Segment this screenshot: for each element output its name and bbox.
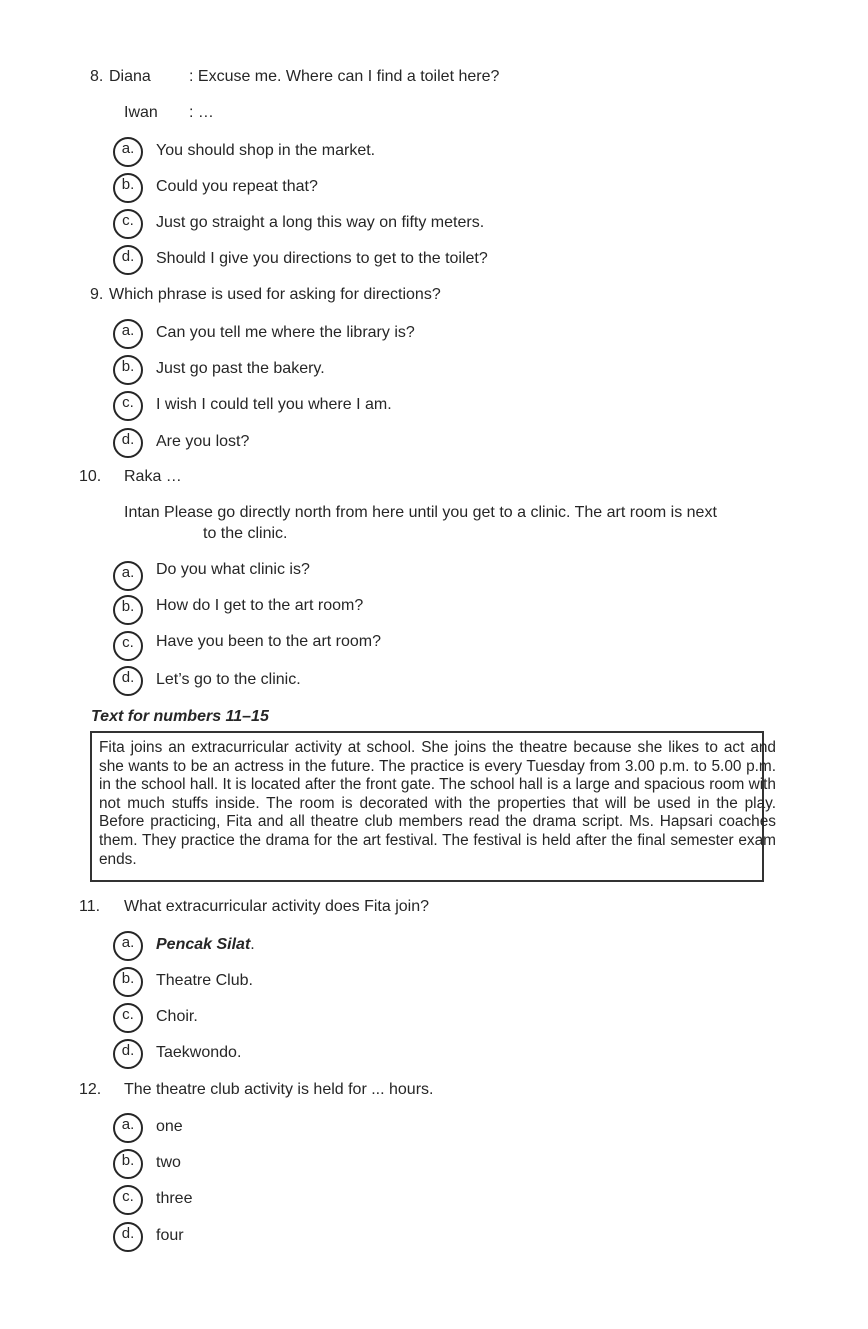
option-text: Let’s go to the clinic. [156,671,301,688]
answer-bubble[interactable]: b. [113,355,143,385]
answer-bubble[interactable]: a. [113,319,143,349]
answer-bubble[interactable]: d. [113,245,143,275]
answer-bubble[interactable]: d. [113,666,143,696]
option-text: Should I give you directions to get to the toilet? [156,250,488,267]
option-text: Can you tell me where the library is? [156,324,415,341]
answer-bubble[interactable]: d. [113,1222,143,1252]
option-text: one [156,1118,183,1135]
speaker-iwan: Iwan [124,104,158,121]
answer-bubble[interactable]: b. [113,595,143,625]
speaker-diana: Diana [109,68,151,85]
answer-bubble[interactable]: c. [113,391,143,421]
question-9-text: Which phrase is used for asking for directions? [109,286,441,303]
question-11-text: What extracurricular activity does Fita join? [124,898,429,915]
answer-bubble[interactable]: d. [113,1039,143,1069]
option-text: Taekwondo. [156,1044,242,1061]
option-text: three [156,1190,193,1207]
question-11-number: 11. [79,898,101,915]
answer-bubble[interactable]: d. [113,428,143,458]
question-10-number: 10. [79,468,102,485]
answer-bubble[interactable]: c. [113,631,143,661]
reading-passage-box [90,731,776,882]
dialogue-line-intan: Intan Please go directly north from here until you get to a clinic. The art room is next [124,504,717,521]
option-text: I wish I could tell you where I am. [156,396,392,413]
dialogue-line-1: : Excuse me. Where can I find a toilet here? [189,68,500,85]
question-12-number: 12. [79,1081,102,1098]
answer-bubble[interactable]: a. [113,931,143,961]
answer-bubble[interactable]: c. [113,1185,143,1215]
option-text: Do you what clinic is? [156,561,310,578]
option-text: Have you been to the art room? [156,633,382,650]
option-text: How do I get to the art room? [156,597,364,614]
dialogue-line-intan-cont: to the clinic. [203,525,288,542]
option-text: Pencak Silat. [156,936,255,953]
answer-bubble[interactable]: c. [113,209,143,239]
text-heading: Text for numbers 11–15 [91,708,269,725]
question-8-number: 8. [90,68,104,85]
option-text: Just go past the bakery. [156,360,325,377]
question-12-text: The theatre club activity is held for ... hours. [124,1081,434,1098]
question-9-number: 9. [90,286,104,303]
answer-bubble[interactable]: b. [113,1149,143,1179]
answer-bubble[interactable]: a. [113,561,143,591]
option-text: two [156,1154,181,1171]
answer-bubble[interactable]: b. [113,173,143,203]
dialogue-line-2: : … [189,104,214,121]
dialogue-line-raka: Raka … [124,468,182,485]
option-text: You should shop in the market. [156,142,376,159]
option-text: Are you lost? [156,433,250,450]
option-text: Theatre Club. [156,972,253,989]
option-text: four [156,1227,184,1244]
option-text: Just go straight a long this way on fifty meters. [156,214,485,231]
answer-bubble[interactable]: a. [113,137,143,167]
reading-passage: Fita joins an extracurricular activity at school. She joins the theatre because she likes to act and she wants to be an actress in the future. The practice is every Tuesday from 3.00 p.m. to 5.00 p.m. in the school hall. It is located after the front gate. The school hall is a large and spacious room with not much stuffs inside. The room is decorated with the properties that will be used in the play. Before practicing, Fita and all theatre club members read the drama script. Ms. Hapsari coaches them. They practice the drama for the art festival. The festival is held after the final semester exam ends. [99,739,776,868]
answer-bubble[interactable]: c. [113,1003,143,1033]
option-text: Could you repeat that? [156,178,318,195]
option-text: Choir. [156,1008,198,1025]
answer-bubble[interactable]: a. [113,1113,143,1143]
answer-bubble[interactable]: b. [113,967,143,997]
